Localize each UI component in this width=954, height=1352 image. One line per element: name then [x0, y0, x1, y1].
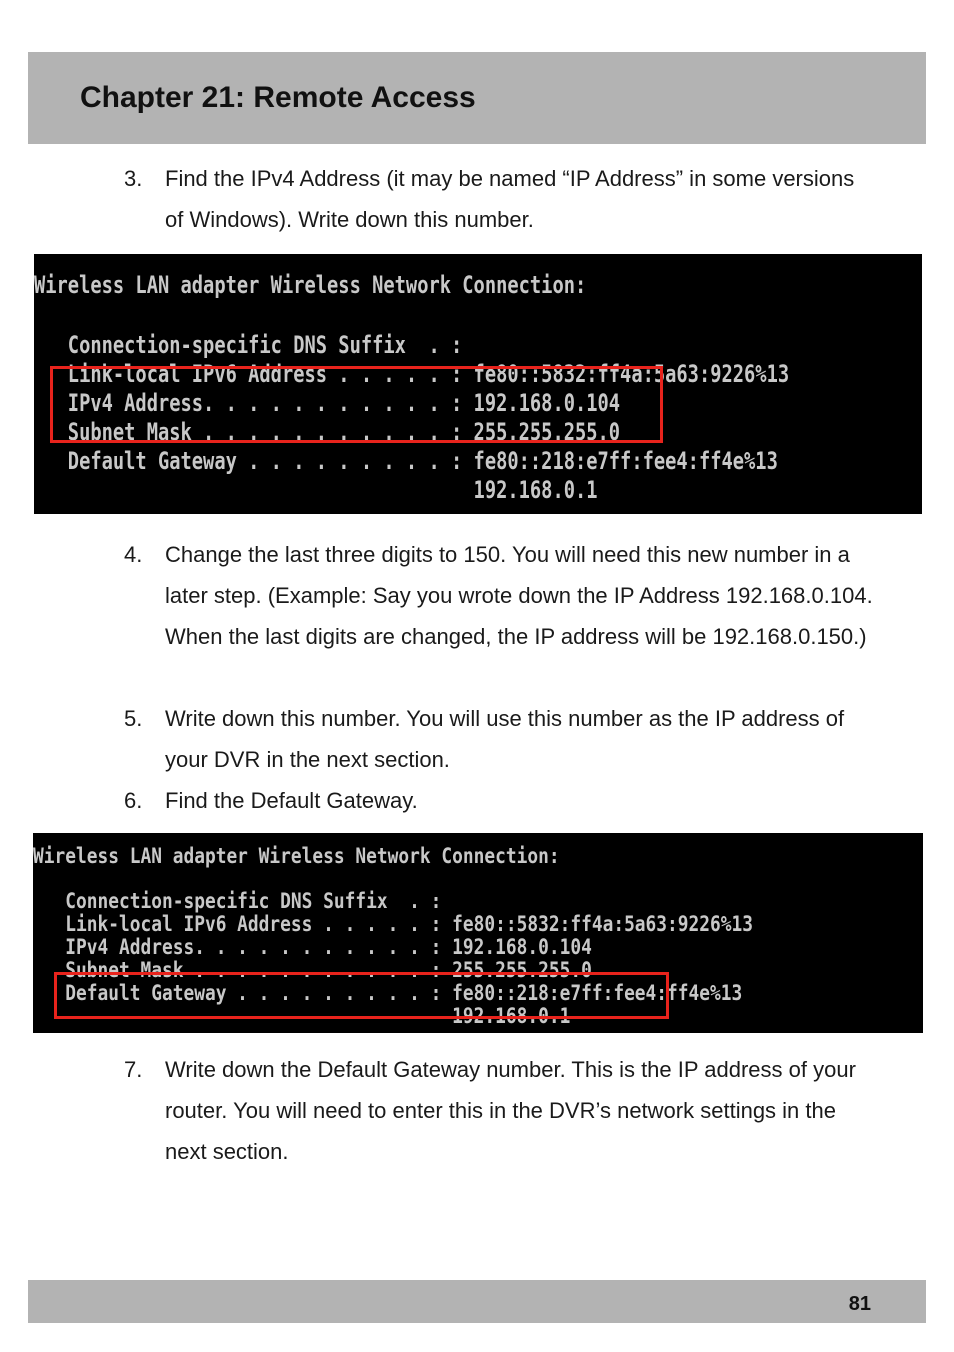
- page-number: 81: [848, 1293, 871, 1315]
- step-text: Find the IPv4 Address (it may be named “IP Address” in some versions of Windows). Write down this number.: [165, 166, 855, 232]
- console-line: Subnet Mask . . . . . . . . . . . : 255.255.255.0: [34, 418, 621, 446]
- console-line: Default Gateway . . . . . . . . . : fe80::218:e7ff:fee4:ff4e%13: [33, 981, 743, 1005]
- console-line: Wireless LAN adapter Wireless Network Connection:: [34, 271, 587, 299]
- console-line: 192.168.0.1: [33, 1004, 571, 1028]
- command-prompt-screenshot-gateway: [33, 833, 923, 1033]
- step-3: [124, 158, 884, 240]
- step-text: Change the last three digits to 150. You will need this new number in a later step. (Example: Say you wrote down the IP Address 192.168.0.104. When the last digits are changed, the IP address will be 192.168.0.150.): [165, 542, 873, 649]
- page-footer-bar: [28, 1280, 926, 1323]
- console-line: 192.168.0.1: [34, 476, 598, 504]
- console-line: Link-local IPv6 Address . . . . . : fe80::5832:ff4a:5a63:9226%13: [34, 360, 790, 388]
- command-prompt-screenshot-ipv4: [34, 254, 922, 514]
- console-line: IPv4 Address. . . . . . . . . . . : 192.168.0.104: [33, 935, 592, 959]
- step-number: 4.: [124, 542, 143, 567]
- step-text: Write down the Default Gateway number. This is the IP address of your router. You will need to enter this in the DVR’s network settings in the next section.: [165, 1057, 856, 1164]
- step-number: 6.: [124, 788, 143, 813]
- step-text: Write down this number. You will use this number as the IP address of your DVR in the next section.: [165, 706, 845, 772]
- console-line: Connection-specific DNS Suffix . :: [33, 889, 442, 913]
- chapter-header-bar: [28, 52, 926, 144]
- console-line: IPv4 Address. . . . . . . . . . . : 192.168.0.104: [34, 389, 621, 417]
- step-4: [124, 534, 884, 657]
- step-number: 7.: [124, 1057, 143, 1082]
- console-line: Connection-specific DNS Suffix . :: [34, 331, 463, 359]
- chapter-title: Chapter 21: Remote Access: [80, 81, 476, 114]
- step-7: [124, 1049, 884, 1172]
- step-6: [124, 780, 884, 821]
- console-line: Link-local IPv6 Address . . . . . : fe80::5832:ff4a:5a63:9226%13: [33, 912, 754, 936]
- gateway-highlight-box: [54, 972, 669, 1019]
- ipv4-highlight-box: [50, 366, 663, 443]
- console-line: Wireless LAN adapter Wireless Network Connection:: [33, 844, 560, 868]
- console-line: Subnet Mask . . . . . . . . . . . : 255.255.255.0: [33, 958, 592, 982]
- console-line: Default Gateway . . . . . . . . . : fe80::218:e7ff:fee4:ff4e%13: [34, 447, 778, 475]
- step-text: Find the Default Gateway.: [165, 788, 418, 813]
- step-number: 5.: [124, 706, 143, 731]
- step-5: [124, 698, 884, 780]
- step-number: 3.: [124, 166, 143, 191]
